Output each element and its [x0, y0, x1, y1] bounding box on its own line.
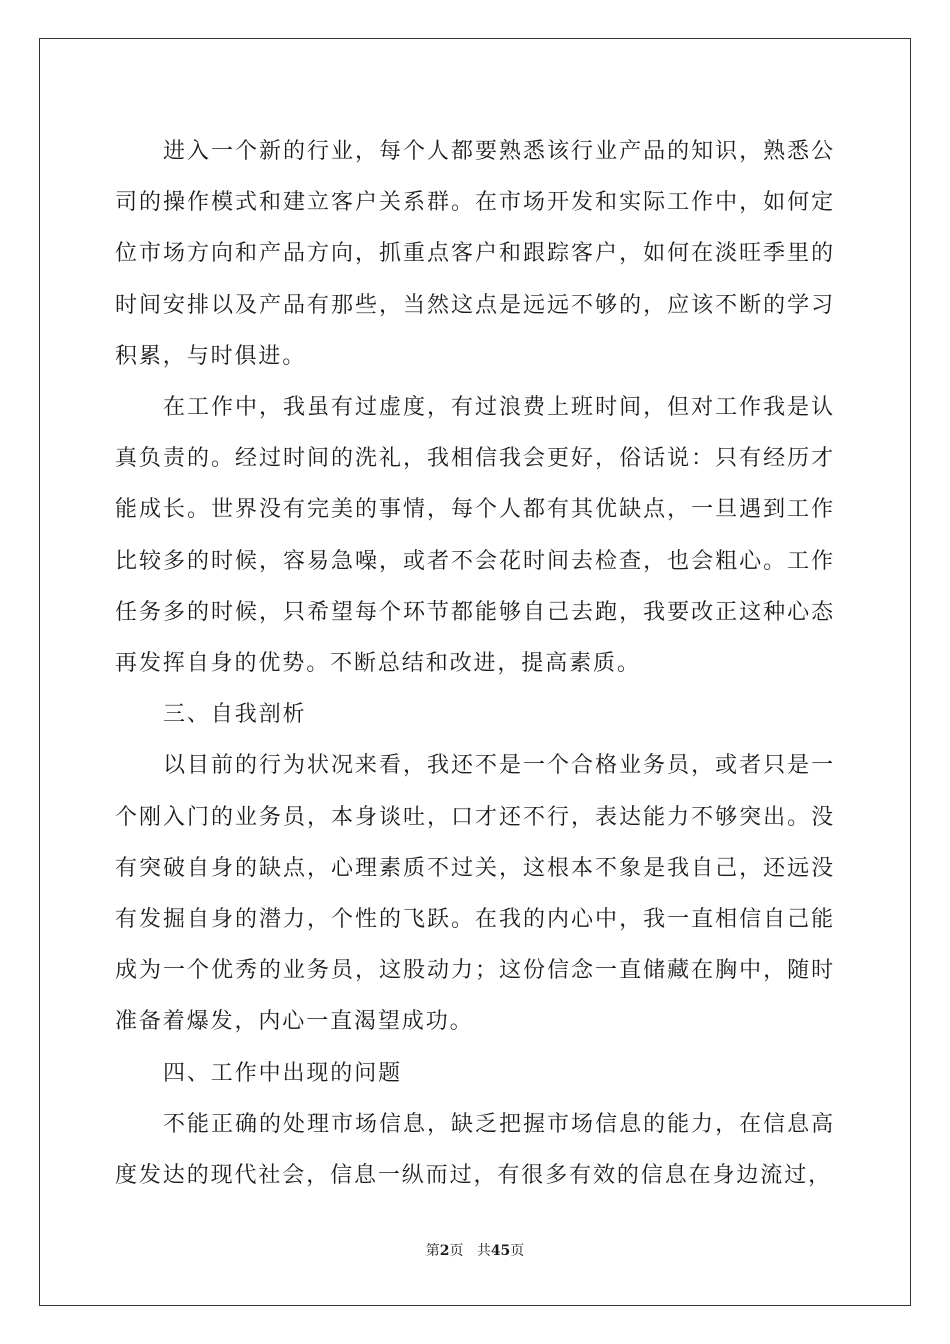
footer-page-number: 2: [439, 1243, 450, 1259]
paragraph-1: 进入一个新的行业，每个人都要熟悉该行业产品的知识，熟悉公司的操作模式和建立客户关系群。在市场开发和实际工作中，如何定位市场方向和产品方向，抓重点客户和跟踪客户，如何在淡旺季里的时间安排以及产品有那些，当然这点是远远不够的，应该不断的学习积累，与时俱进。: [115, 139, 835, 369]
paragraph-4: 不能正确的处理市场信息，缺乏把握市场信息的能力，在信息高度发达的现代社会，信息一纵而过，有很多有效的信息在身边流过，: [115, 1111, 835, 1189]
paragraph-2: 在工作中，我虽有过虚度，有过浪费上班时间，但对工作我是认真负责的。经过时间的洗礼，我相信我会更好，俗话说：只有经历才能成长。世界没有完美的事情，每个人都有其优缺点，一旦遇到工作比较多的时候，容易急噪，或者不会花时间去检查，也会粗心。工作任务多的时候，只希望每个环节都能够自己去跑，我要改正这种心态再发挥自身的优势。不断总结和改进，提高素质。: [115, 395, 835, 677]
section-heading-problems: 四、工作中出现的问题: [163, 1060, 403, 1086]
footer-total-suffix: 页: [510, 1243, 525, 1259]
page-footer: [0, 1240, 950, 1260]
footer-page-suffix: 页: [449, 1243, 464, 1259]
footer-page-prefix: 第: [425, 1243, 440, 1259]
footer-total-pages: 45: [490, 1243, 511, 1259]
section-heading-self-analysis: 三、自我剖析: [163, 702, 307, 728]
paragraph-3: 以目前的行为状况来看，我还不是一个合格业务员，或者只是一个刚入门的业务员，本身谈吐，口才还不行，表达能力不够突出。没有突破自身的缺点，心理素质不过关，这根本不象是我自己，还远没有发掘自身的潜力，个性的飞跃。在我的内心中，我一直相信自己能成为一个优秀的业务员，这股动力；这份信念一直储藏在胸中，随时准备着爆发，内心一直渴望成功。: [115, 753, 835, 1035]
document-body: [115, 126, 835, 1201]
footer-total-prefix: 共: [476, 1243, 491, 1259]
